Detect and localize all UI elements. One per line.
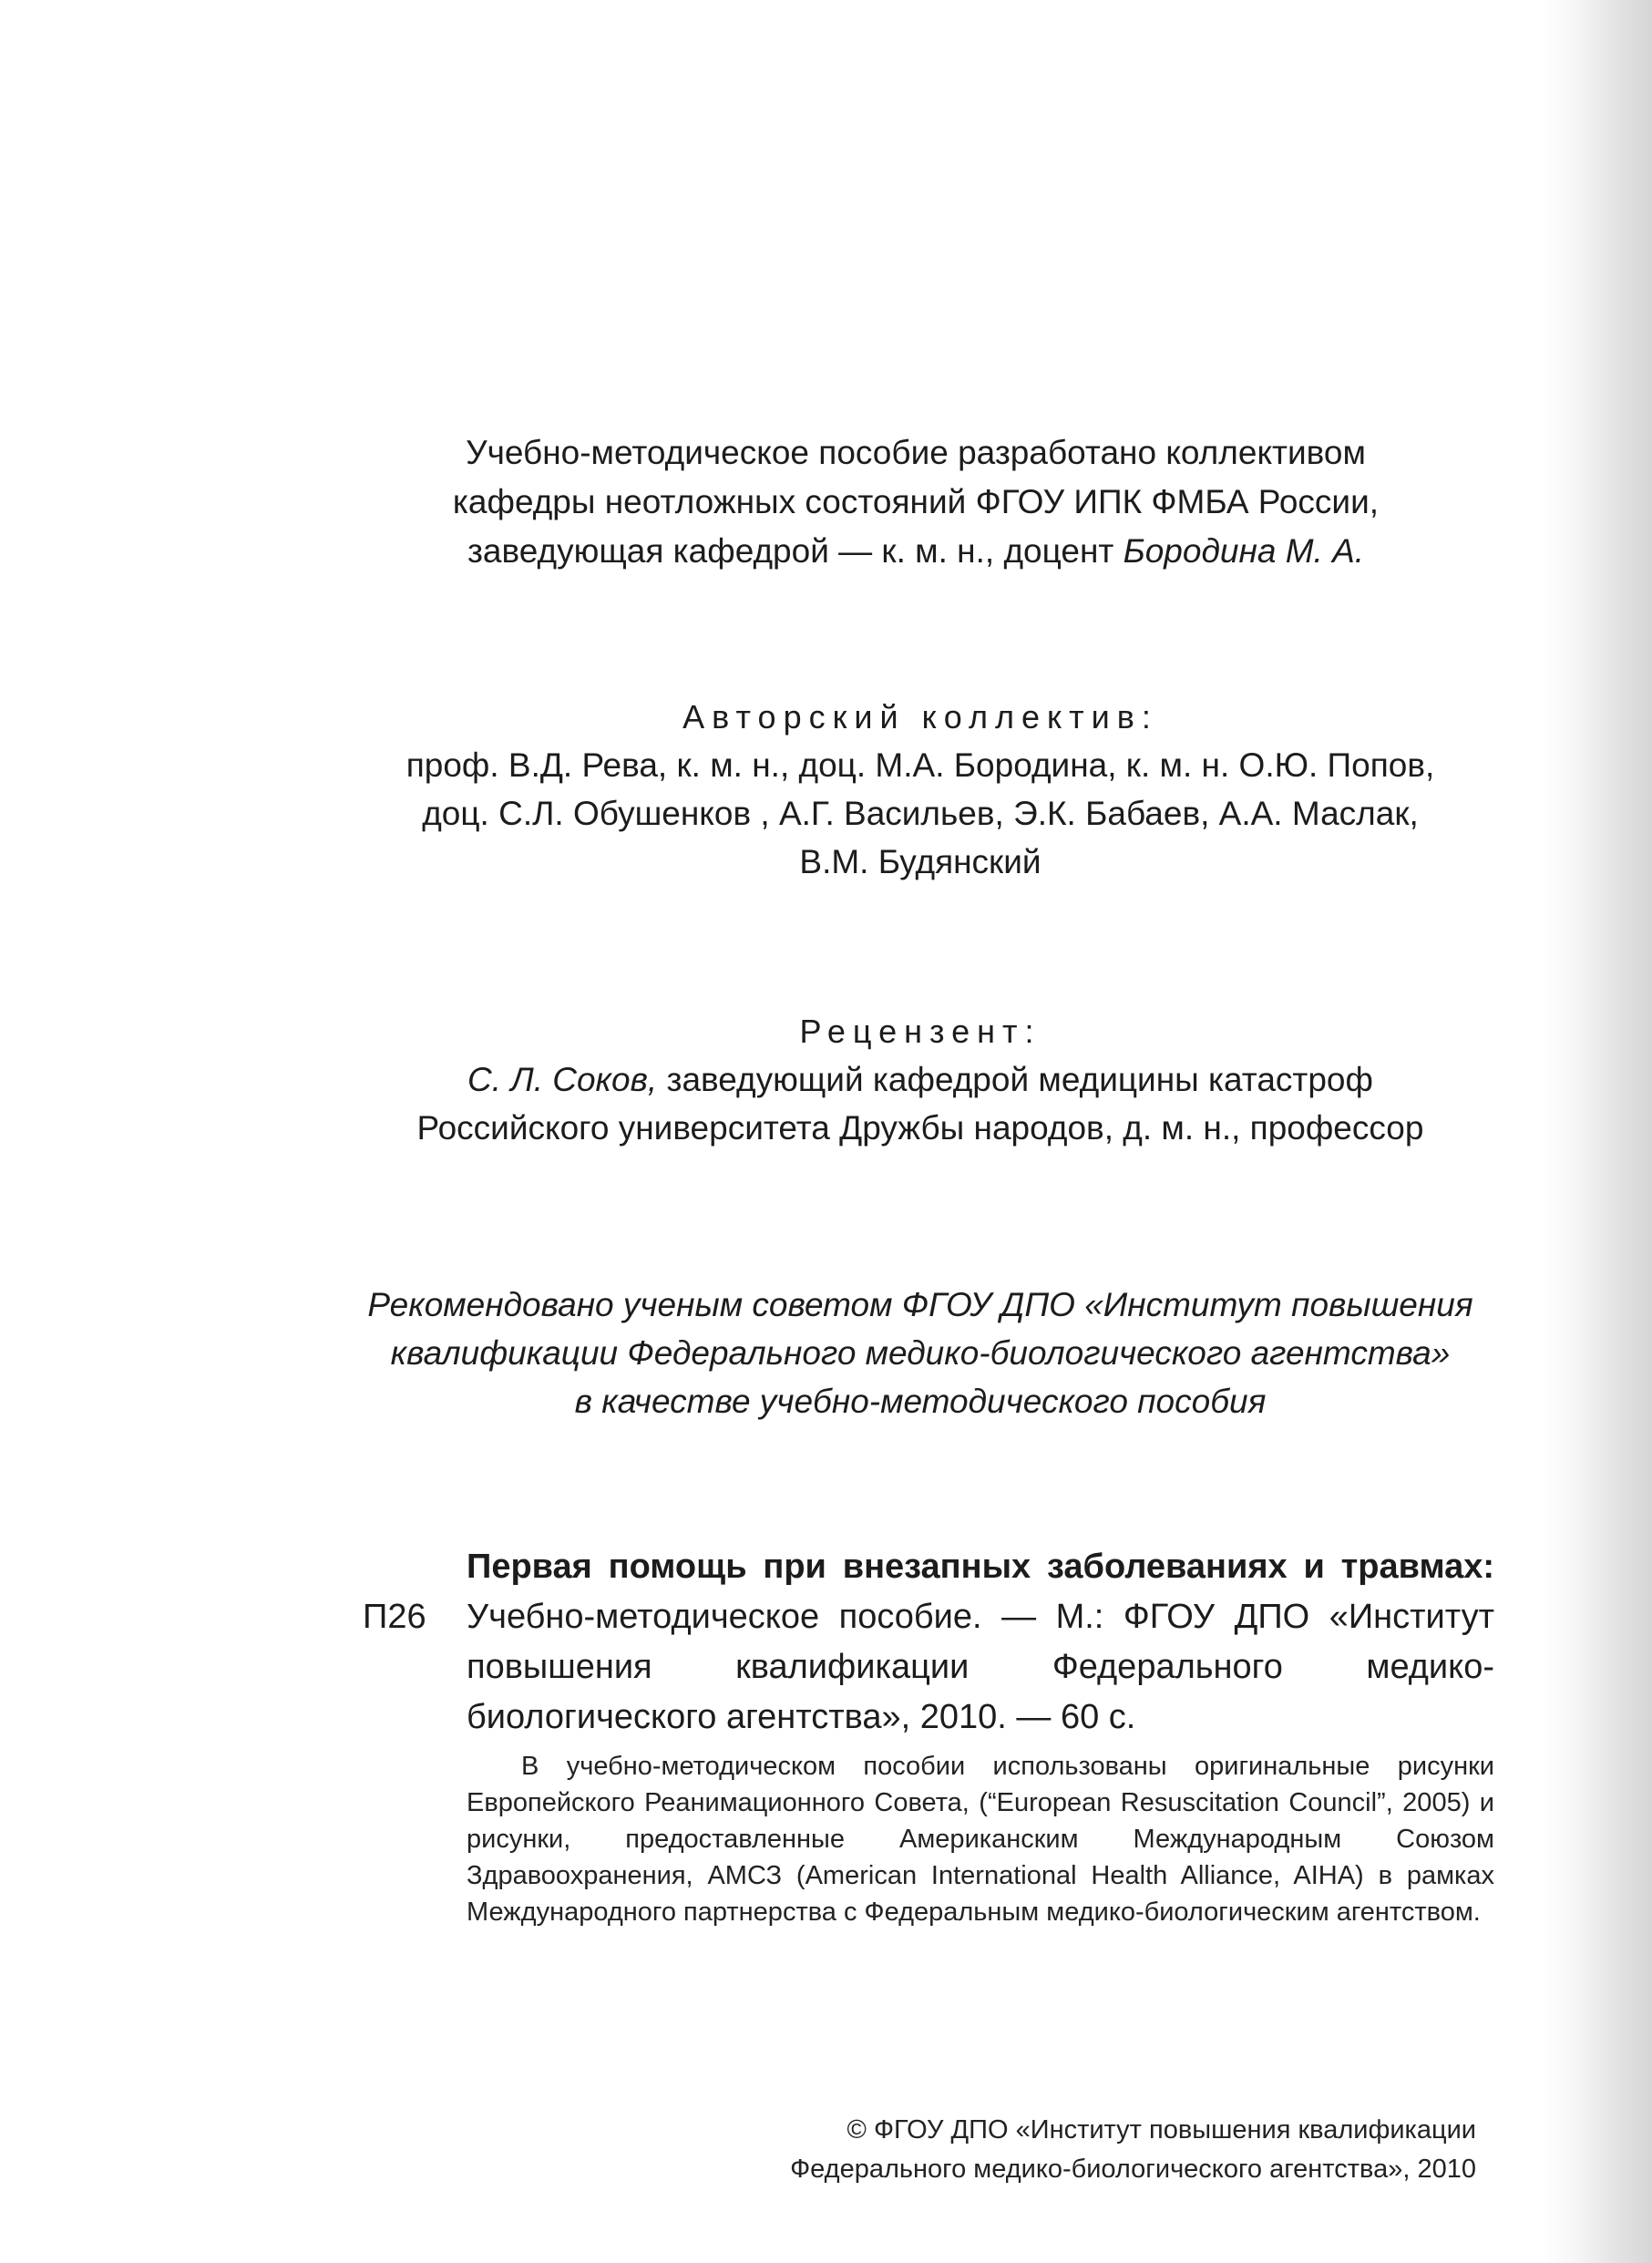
recommendation-section [337, 1281, 1503, 1425]
book-title: Первая помощь при внезапных заболеваниях и травмах: [467, 1548, 1494, 1586]
reviewer-position: заведующий кафедрой медицины катастроф [657, 1061, 1373, 1098]
development-note-line [392, 527, 1440, 576]
recommendation-line: квалификации Федерального медико-биологического агентства» [390, 1334, 1451, 1372]
reviewer-heading: Рецензент: [799, 1013, 1041, 1050]
library-classification-code: П26 [363, 1598, 426, 1636]
development-note-line: Учебно-методическое пособие разработано коллективом [466, 434, 1366, 471]
reviewer-name: С. Л. Соков, [467, 1061, 658, 1098]
authors-line: В.М. Будянский [799, 843, 1041, 880]
authors-line: доц. С.Л. Обушенков , А.Г. Васильев, Э.К. Бабаев, А.А. Маслак, [422, 795, 1419, 832]
authors-line: проф. В.Д. Рева, к. м. н., доц. М.А. Бородина, к. м. н. О.Ю. Попов, [405, 746, 1435, 784]
copyright-notice [784, 2111, 1476, 2189]
annotation-paragraph: В учебно-методическом пособии использованы оригинальные рисунки Европейского Реанимационного Совета, (“European Resuscitation Council”, 2005) и рисунки, предоставленные Американским Международным Союзом Здравоохранения, АМСЗ (American International Health Alliance, AIHA) в рамках Международного партнерства с Федеральным медико-биологическим агентством. [467, 1752, 1494, 1927]
recommendation-line: в качестве учебно-методического пособия [574, 1383, 1267, 1420]
book-publication-details: Учебно-методическое пособие. — М.: ФГОУ ДПО «Институт повышения квалификации Федерального медико-биологического агентства», 2010. — 60 с. [467, 1598, 1494, 1736]
authors-heading: Авторский коллектив: [682, 698, 1158, 735]
development-note-line: кафедры неотложных состояний ФГОУ ИПК ФМБА России, [452, 483, 1380, 520]
development-note [392, 428, 1440, 576]
head-of-department-label: заведующая кафедрой — к. м. н., доцент [467, 532, 1124, 570]
copyright-line: © ФГОУ ДПО «Институт повышения квалификации [847, 2115, 1476, 2145]
head-of-department-name: Бородина М. А. [1123, 532, 1365, 570]
copyright-line: Федерального медико-биологического агентства», 2010 [790, 2155, 1476, 2184]
reviewer-line: Российского университета Дружбы народов, д. м. н., профессор [416, 1109, 1424, 1147]
reviewer-line [346, 1055, 1494, 1104]
reviewer-section [346, 1007, 1494, 1152]
bibliographic-description [467, 1542, 1494, 1743]
recommendation-line: Рекомендовано ученым советом ФГОУ ДПО «Институт повышения [367, 1286, 1473, 1323]
authors-section [364, 693, 1476, 886]
page-edge-shadow [1543, 0, 1652, 2263]
